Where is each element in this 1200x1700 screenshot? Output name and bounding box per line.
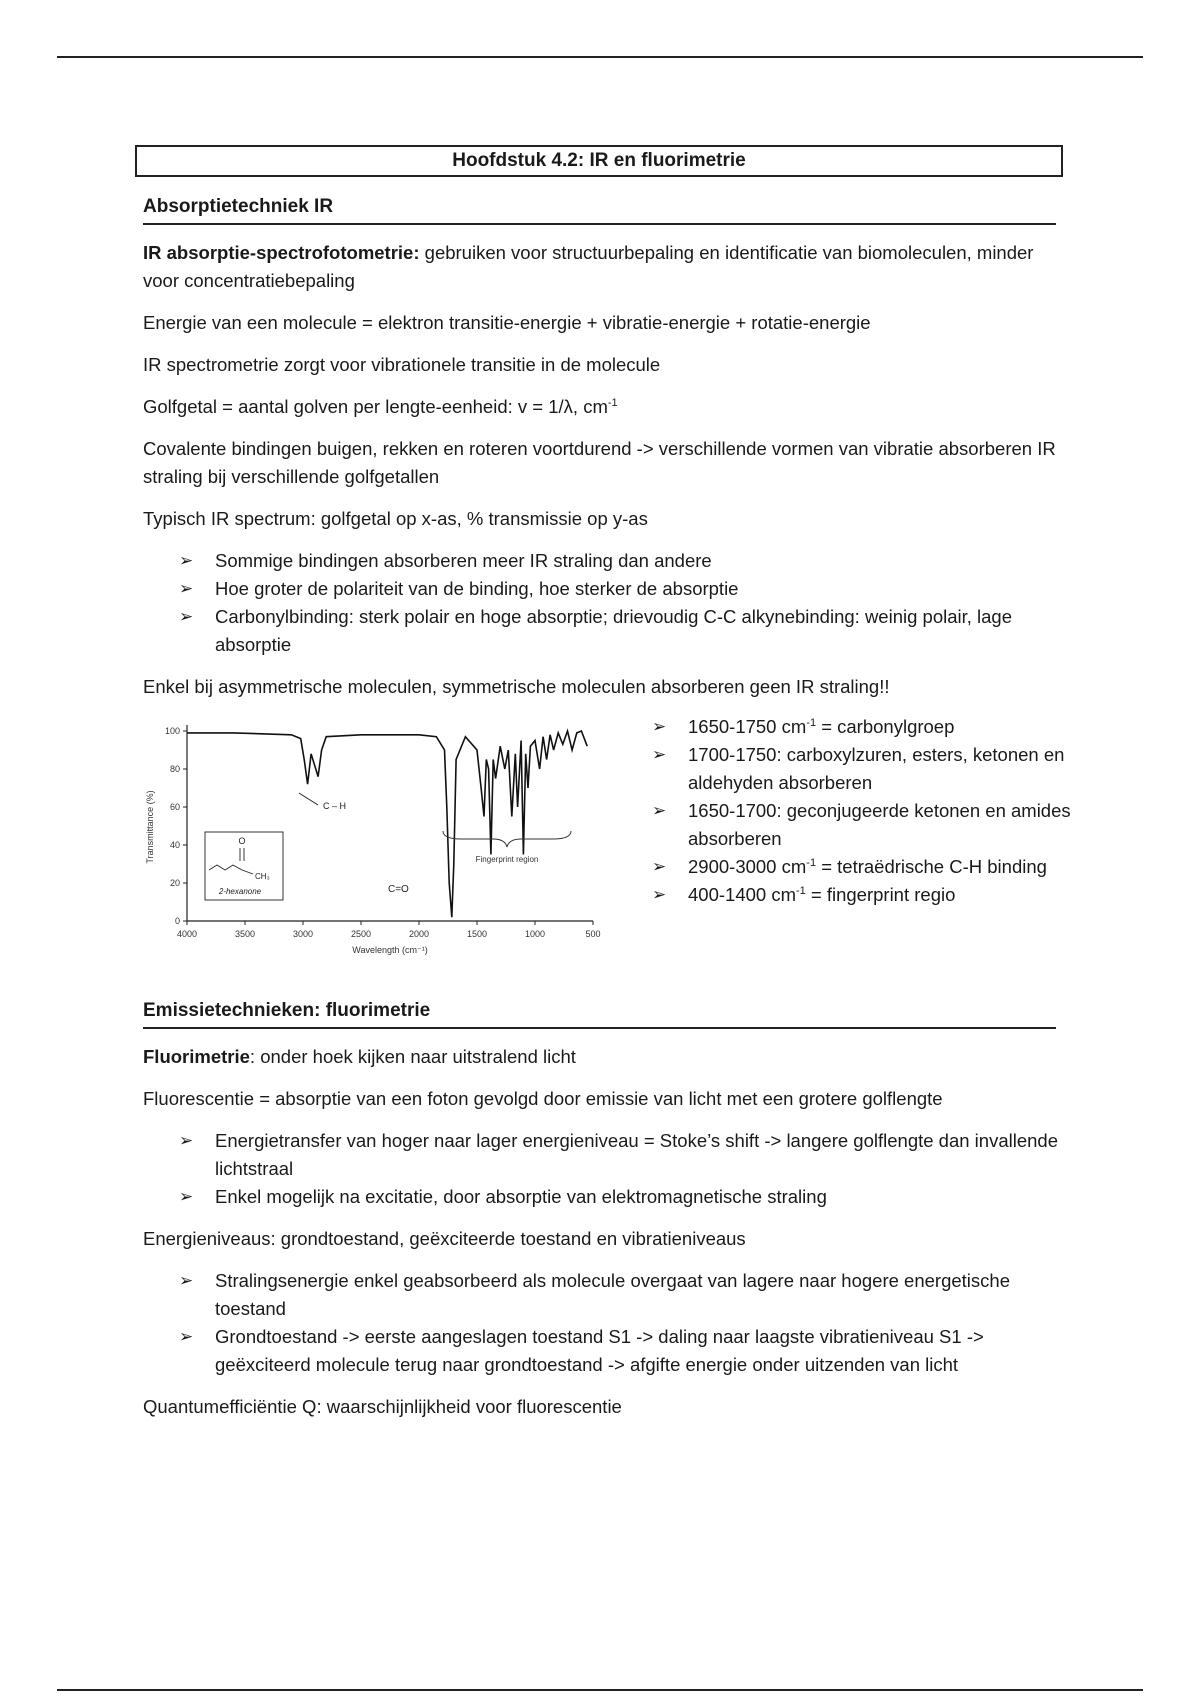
list-item-text: Sommige bindingen absorberen meer IR straling dan andere	[215, 550, 712, 571]
y-tick-label: 40	[169, 840, 180, 850]
x-tick-label: 3000	[292, 929, 314, 939]
band-text-pre: 1650-1750 cm	[688, 716, 807, 737]
ir-band-list	[652, 713, 1072, 909]
ir-spectrum-chart	[143, 717, 613, 967]
ir-spectrum-row	[143, 713, 1071, 993]
term-fluorimetry: Fluorimetrie	[143, 1046, 250, 1067]
y-tick-label: 100	[164, 726, 180, 736]
list-item	[179, 1127, 1063, 1183]
band-text-pre: 400-1400 cm	[688, 884, 796, 905]
list-item-text: Grondtoestand -> eerste aangeslagen toestand S1 -> daling naar laagste vibratieniveau S1 -> geëxciteerd molecule terug naar grondtoestand -> afgifte energie onder uitzenden van licht	[215, 1326, 984, 1375]
paragraph-typical-spectrum: Typisch IR spectrum: golfgetal op x-as, % transmissie op y-as	[143, 508, 648, 529]
fingerprint-brace	[443, 831, 571, 847]
x-axis-ticks	[177, 921, 601, 939]
page-content	[143, 145, 1071, 1421]
top-rule	[57, 56, 1143, 58]
superscript: -1	[806, 857, 817, 869]
bottom-rule	[57, 1689, 1143, 1691]
paragraph-ir-vibration: IR spectrometrie zorgt voor vibrationele transitie in de molecule	[143, 354, 661, 375]
arrow-bullet-icon: ➢	[652, 745, 667, 764]
list-item-text: Energietransfer van hoger naar lager energieniveau = Stoke’s shift -> langere golflengte dan invallende lichtstraal	[215, 1130, 1058, 1179]
list-item	[179, 575, 1063, 603]
bullet-list-energy	[143, 1267, 1063, 1379]
x-tick-label: 4000	[176, 929, 198, 939]
paragraph-wavenumber	[143, 393, 1063, 421]
paragraph-fluorescence: Fluorescentie = absorptie van een foton gevolgd door emissie van licht met een grotere golflengte	[143, 1088, 943, 1109]
arrow-bullet-icon: ➢	[179, 1271, 194, 1290]
carbon-chain	[209, 865, 253, 874]
arrow-bullet-icon: ➢	[652, 857, 667, 876]
x-tick-label: 1500	[466, 929, 488, 939]
y-tick-label: 0	[174, 916, 180, 926]
list-item-text: Enkel mogelijk na excitatie, door absorptie van elektromagnetische straling	[215, 1186, 827, 1207]
page-title: Hoofdstuk 4.2: IR en fluorimetrie	[135, 145, 1063, 177]
section-heading-fluorimetry: Emissietechnieken: fluorimetrie	[143, 997, 1056, 1029]
x-tick-label: 3500	[234, 929, 256, 939]
paragraph-energy: Energie van een molecule = elektron transitie-energie + vibratie-energie + rotatie-energie	[143, 312, 871, 333]
list-item	[179, 603, 1063, 659]
x-axis-label: Wavelength (cm⁻¹)	[352, 945, 428, 955]
definition-text: : onder hoek kijken naar uitstralend licht	[249, 1046, 576, 1067]
list-item	[652, 797, 1072, 853]
y-axis-ticks	[165, 726, 187, 926]
arrow-bullet-icon: ➢	[652, 801, 667, 820]
ch3-label: CH₃	[255, 872, 270, 881]
arrow-bullet-icon: ➢	[179, 1327, 194, 1346]
list-item	[179, 1267, 1063, 1323]
y-tick-label: 80	[169, 764, 180, 774]
list-item-text: Carbonylbinding: sterk polair en hoge absorptie; drievoudig C-C alkynebinding: weinig polair, lage absorptie	[215, 606, 1013, 655]
superscript: -1	[795, 885, 806, 897]
paragraph-fluorimetry-definition	[143, 1043, 1063, 1071]
list-item-text: Hoe groter de polariteit van de binding, hoe sterker de absorptie	[215, 578, 739, 599]
list-item-text: Stralingsenergie enkel geabsorbeerd als molecule overgaat van lagere naar hogere energetische toestand	[215, 1270, 1010, 1319]
bullet-list-fluorescence	[143, 1127, 1063, 1211]
molecule-name: 2-hexanone	[218, 887, 262, 896]
arrow-bullet-icon: ➢	[652, 717, 667, 736]
paragraph-ir-definition	[143, 239, 1063, 295]
list-item	[652, 853, 1072, 881]
arrow-bullet-icon: ➢	[179, 1187, 194, 1206]
co-label: C=O	[388, 884, 409, 895]
list-item	[652, 741, 1072, 797]
band-text-post: = tetraëdrische C-H binding	[816, 856, 1047, 877]
oxygen-label: O	[238, 836, 246, 846]
band-text-post: = carbonylgroep	[816, 716, 955, 737]
paragraph-energy-levels: Energieniveaus: grondtoestand, geëxciteerde toestand en vibratieniveaus	[143, 1228, 746, 1249]
wavenumber-text: Golfgetal = aantal golven per lengte-eenheid: v = 1/λ, cm	[143, 396, 608, 417]
paragraph-asymmetric: Enkel bij asymmetrische moleculen, symmetrische moleculen absorberen geen IR straling!!	[143, 676, 890, 697]
list-item	[652, 713, 1072, 741]
superscript: -1	[607, 397, 618, 409]
paragraph-covalent-bonds: Covalente bindingen buigen, rekken en roteren voortdurend -> verschillende vormen van vibratie absorberen IR straling bij verschillende golfgetallen	[143, 438, 1056, 487]
arrow-bullet-icon: ➢	[179, 607, 194, 626]
arrow-bullet-icon: ➢	[179, 551, 194, 570]
x-tick-label: 500	[585, 929, 601, 939]
x-tick-label: 2000	[408, 929, 430, 939]
x-tick-label: 1000	[524, 929, 546, 939]
list-item	[652, 881, 1072, 909]
term-ir-spectrophotometry: IR absorptie-spectrofotometrie:	[143, 242, 420, 263]
superscript: -1	[806, 717, 817, 729]
band-text-pre: 1650-1700: geconjugeerde ketonen en amides absorberen	[688, 800, 1071, 849]
list-item	[179, 547, 1063, 575]
arrow-bullet-icon: ➢	[179, 579, 194, 598]
y-tick-label: 60	[169, 802, 180, 812]
ch-pointer	[299, 793, 318, 805]
list-item	[179, 1183, 1063, 1211]
list-item	[179, 1323, 1063, 1379]
fingerprint-label: Fingerprint region	[475, 855, 539, 864]
arrow-bullet-icon: ➢	[652, 885, 667, 904]
x-tick-label: 2500	[350, 929, 372, 939]
band-text-pre: 2900-3000 cm	[688, 856, 807, 877]
definition-text: gebruiken voor structuurbepaling en identificatie van biomoleculen, minder voor concentratiebepaling	[143, 242, 1034, 291]
y-tick-label: 20	[169, 878, 180, 888]
bullet-list-absorption	[143, 547, 1063, 659]
band-text-pre: 1700-1750: carboxylzuren, esters, ketonen en aldehyden absorberen	[688, 744, 1065, 793]
band-text-post: = fingerprint regio	[805, 884, 956, 905]
paragraph-quantum-efficiency: Quantumefficiëntie Q: waarschijnlijkheid voor fluorescentie	[143, 1396, 622, 1417]
arrow-bullet-icon: ➢	[179, 1131, 194, 1150]
y-axis-label: Transmittance (%)	[145, 790, 155, 864]
section-heading-ir: Absorptietechniek IR	[143, 193, 1056, 225]
ch-label: C – H	[323, 801, 347, 811]
